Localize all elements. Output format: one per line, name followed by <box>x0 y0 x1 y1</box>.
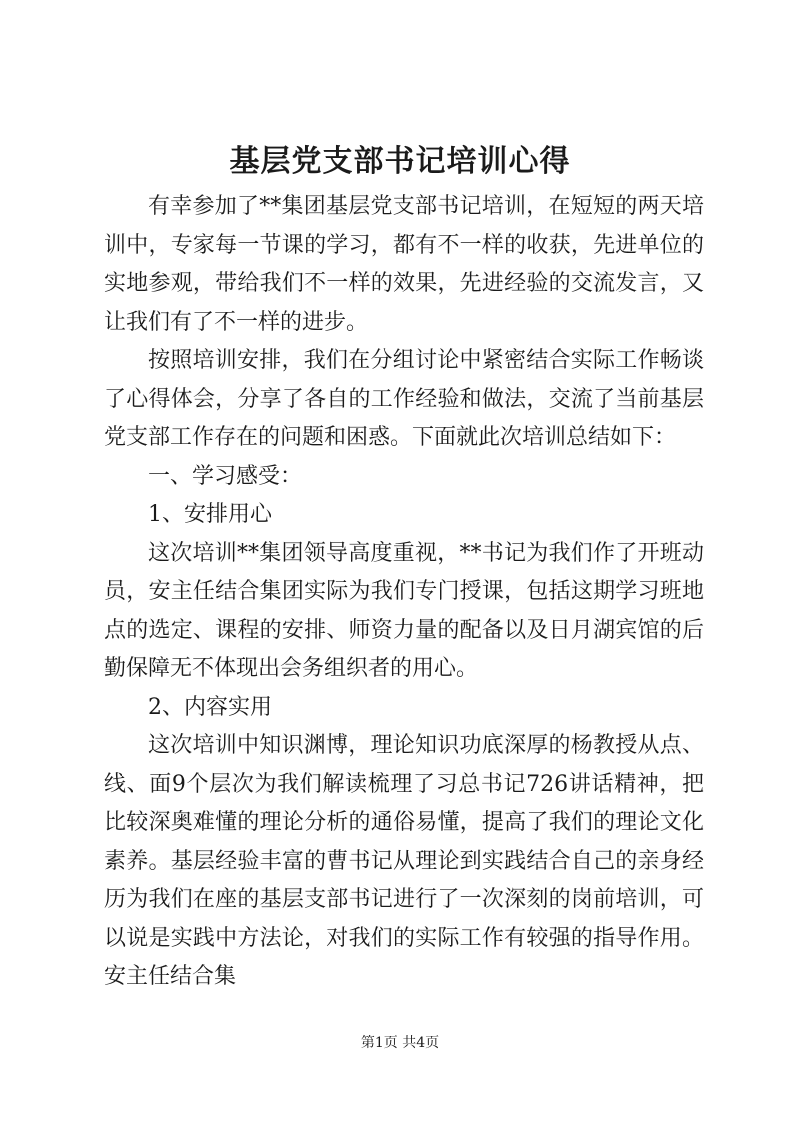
paragraph-content: 这次培训中知识渊博，理论知识功底深厚的杨教授从点、线、面9个层次为我们解读梳理了习总书记726讲话精神，把比较深奥难懂的理论分析的通俗易懂，提高了我们的理论文化素养。基层经验丰富的曹书记从理论到实践结合自己的亲身经历为我们在座的基层支部书记进行了一次深刻的岗前培训，可以说是实践中方法论，对我们的实际工作有较强的指导作用。安主任结合集 <box>104 733 704 989</box>
section-heading-learning: 一、学习感受： <box>148 463 303 489</box>
page-title: 基层党支部书记培训心得 <box>229 144 571 179</box>
document-body <box>104 188 704 997</box>
paragraph-intro: 有幸参加了**集团基层党支部书记培训，在短短的两天培训中，专家每一节课的学习，都有不一样的收获，先进单位的实地参观，带给我们不一样的效果，先进经验的交流发言，又让我们有了不一样的进步。 <box>104 194 704 335</box>
subheading-arrangement: 1、安排用心 <box>148 502 272 527</box>
subheading-content: 2、内容实用 <box>148 694 272 720</box>
page-footer: 第1页 共4页 <box>360 1035 440 1051</box>
paragraph-leadership: 这次培训**集团领导高度重视，**书记为我们作了开班动员，安主任结合集团实际为我们专门授课，包括这期学习班地点的选定、课程的安排、师资力量的配备以及日月湖宾馆的后勤保障无不体现出会务组织者的用心。 <box>104 540 704 681</box>
paragraph-arrangement: 按照培训安排，我们在分组讨论中紧密结合实际工作畅谈了心得体会，分享了各自的工作经验和做法，交流了当前基层党支部工作存在的问题和困惑。下面就此次培训总结如下： <box>104 348 704 450</box>
